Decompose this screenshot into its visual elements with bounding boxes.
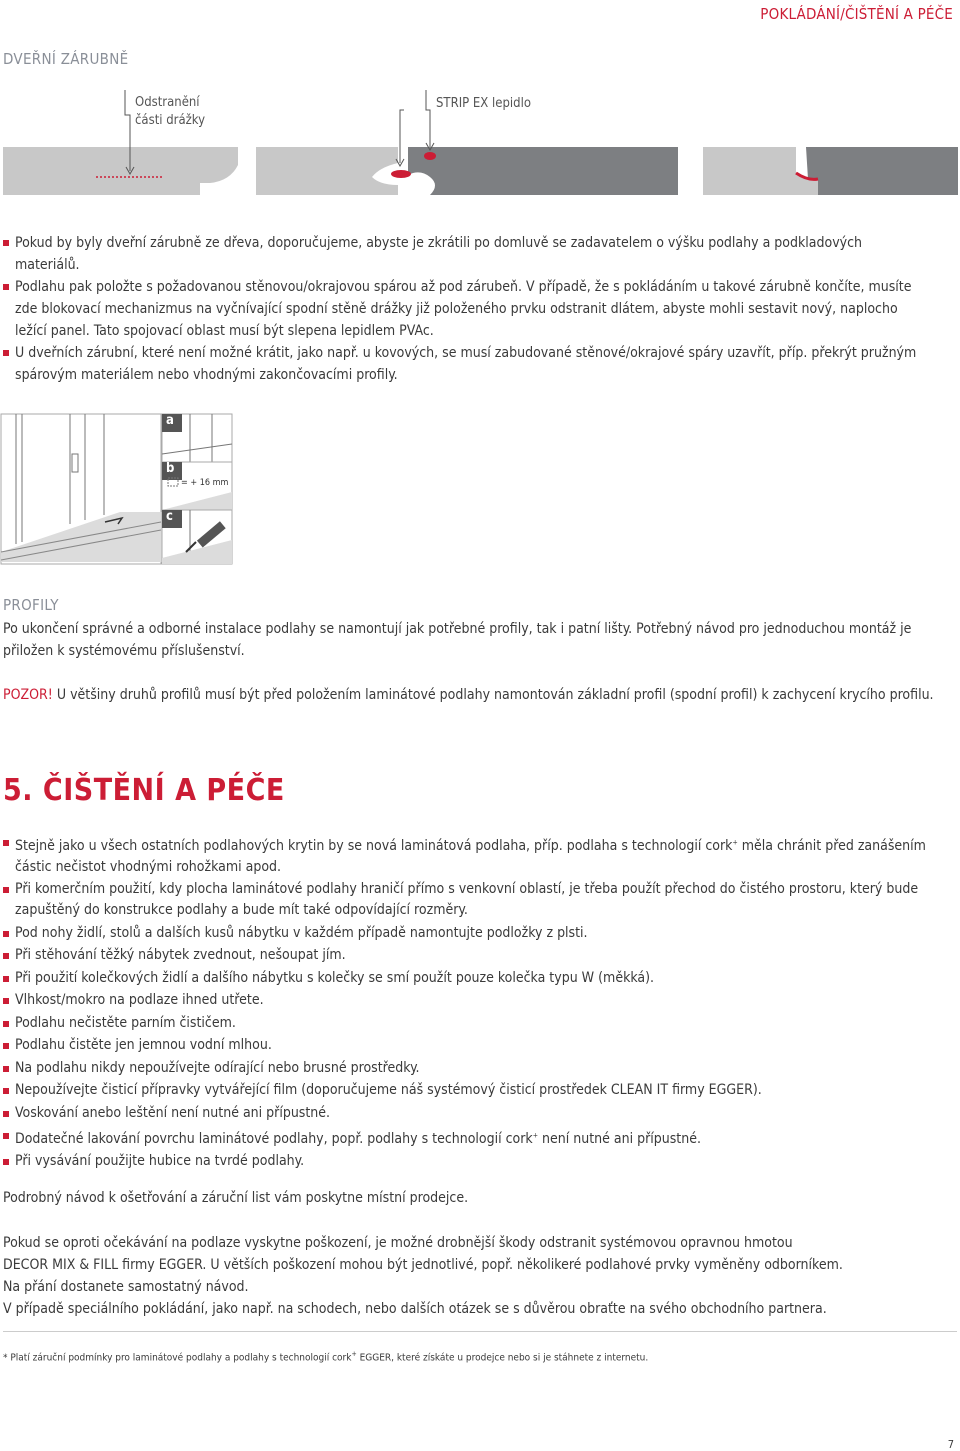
- plank-left-tongue: [200, 147, 238, 183]
- list-item: Podlahu pak položte s požadovanou stěnovou/okrajovou spárou až pod zárubeň. V případě, že s pokládáním u takové zárubně končíte, musíte zde blokovací mechanizmus na vyčnívající spodní stěně drážky již položeného prvku odstranit dlátem, abyste mohli sestavit nový, naplocho ležící panel. Tato spojovací oblast musí být slepena lepidlem PVAc.: [3, 276, 923, 342]
- plank-middle-right: [408, 147, 678, 195]
- section-label-door-frames: DVEŘNÍ ZÁRUBNĚ: [3, 50, 129, 68]
- list-item: Vlhkost/mokro na podlaze ihned utřete.: [3, 990, 953, 1011]
- plank-right-left: [703, 147, 818, 195]
- plank-left: [3, 147, 200, 195]
- repair-paragraph: Pokud se oproti očekávání na podlaze vyskytne poškození, je možné drobnější škody odstranit systémovou opravnou hmotou DECOR MIX & FILL firmy EGGER. U větších poškození mohou být jednotlivé, popř. několikeré podlahové prvky vyměněny odborníkem. Na přání dostanete samostatný návod. V případě speciálního pokládání, jako např. na schodech, nebo dalších otázek se s důvěrou obraťte na svého obchodního partnera.: [3, 1235, 843, 1317]
- callout-groove-removal: Odstranění části drážky: [135, 95, 206, 128]
- list-item: U dveřních zárubní, které není možné krátit, jako např. u kovových, se musí zabudované stěnové/okrajové spáry uzavřít, příp. překrýt pružným spárovým materiálem nebo vhodnými zakončovacími profily.: [3, 342, 923, 386]
- figure-measure-label: = + 16 mm: [181, 478, 229, 488]
- section-heading-cleaning: 5. ČIŠTĚNÍ A PÉČE: [3, 773, 285, 808]
- list-item: Při stěhování těžký nábytek zvednout, nešoupat jím.: [3, 945, 953, 966]
- warning-text: U většiny druhů profilů musí být před položením laminátové podlahy namontován základní profil (spodní profil) k zachycení krycího profilu.: [52, 687, 934, 703]
- list-item: Pokud by byly dveřní zárubně ze dřeva, doporučujeme, abyste je zkrátili po domluvě se zadavatelem o výšku podlahy a podkladových materiálů.: [3, 232, 923, 276]
- footnote: * Platí záruční podmínky pro laminátové podlahy a podlahy s technologií cork+ EGGER, které získáte u prodejce nebo si je stáhnete z internetu.: [3, 1350, 649, 1364]
- profiles-text: Po ukončení správné a odborné instalace podlahy se namontují jak potřebné profily, tak i patní lišty. Potřebný návod pro jednoduchou montáž je přiložen k systémovému příslušenství.: [3, 621, 912, 659]
- glue-drop-2: [424, 152, 436, 160]
- list-item: Při vysávání použijte hubice na tvrdé podlahy.: [3, 1151, 953, 1172]
- list-item: Dodatečné lakování povrchu laminátové podlahy, popř. podlahy s technologií cork+ není nutné ani přípustné.: [3, 1125, 953, 1150]
- callout-line-right-2: [426, 90, 430, 147]
- care-instructions-note: Podrobný návod k ošetřování a záruční list vám poskytne místní prodejce.: [3, 1190, 469, 1206]
- list-item: Voskování anebo leštění není nutné ani přípustné.: [3, 1103, 953, 1124]
- footnote-divider: [3, 1331, 957, 1332]
- plank-middle-left: [256, 147, 398, 195]
- section-label-profiles: PROFILY: [3, 596, 59, 614]
- page-header-title: POKLÁDÁNÍ/ČIŠTĚNÍ A PÉČE: [760, 5, 953, 23]
- list-item: Na podlahu nikdy nepoužívejte odírající nebo brusné prostředky.: [3, 1058, 953, 1079]
- callout-strip-ex: STRIP EX lepidlo: [436, 96, 531, 111]
- door-frame-figure: [0, 412, 235, 567]
- list-item: Při použití kolečkových židlí a dalšího nábytku s kolečky se smí použít pouze kolečka typu W (měkká).: [3, 968, 953, 989]
- plank-right-right: [806, 147, 958, 195]
- profiles-warning: [3, 684, 953, 706]
- door-frame-bullet-list: [3, 232, 923, 386]
- callout-line-right-1: [400, 110, 404, 163]
- glue-drop-1: [391, 170, 411, 178]
- figure-label-c: c: [166, 509, 173, 524]
- cleaning-bullet-list: [3, 832, 953, 1174]
- list-item: Pod nohy židlí, stolů a dalších kusů nábytku v každém případě namontujte podložky z plsti.: [3, 923, 953, 944]
- figure-label-a: a: [166, 413, 174, 428]
- figure-label-b: b: [166, 461, 175, 476]
- page-number: 7: [947, 1438, 954, 1451]
- list-item: Při komerčním použití, kdy plocha laminátové podlahy hraničí přímo s venkovní oblastí, je třeba použít přechod do čistého prostoru, který bude zapuštěný do konstrukce podlahy a bude mít také odpovídající rozměry.: [3, 879, 953, 921]
- list-item: Stejně jako u všech ostatních podlahových krytin by se nová laminátová podlaha, příp. podlaha s technologií cork+ měla chránit před zanášením částic nečistot vhodnými rohožkami apod.: [3, 832, 953, 878]
- list-item: Nepoužívejte čisticí přípravky vytvářející film (doporučujeme náš systémový čisticí prostředek CLEAN IT firmy EGGER).: [3, 1080, 953, 1101]
- list-item: Podlahu čistěte jen jemnou vodní mlhou.: [3, 1035, 953, 1056]
- list-item: Podlahu nečistěte parním čističem.: [3, 1013, 953, 1034]
- warning-label: POZOR!: [3, 687, 53, 703]
